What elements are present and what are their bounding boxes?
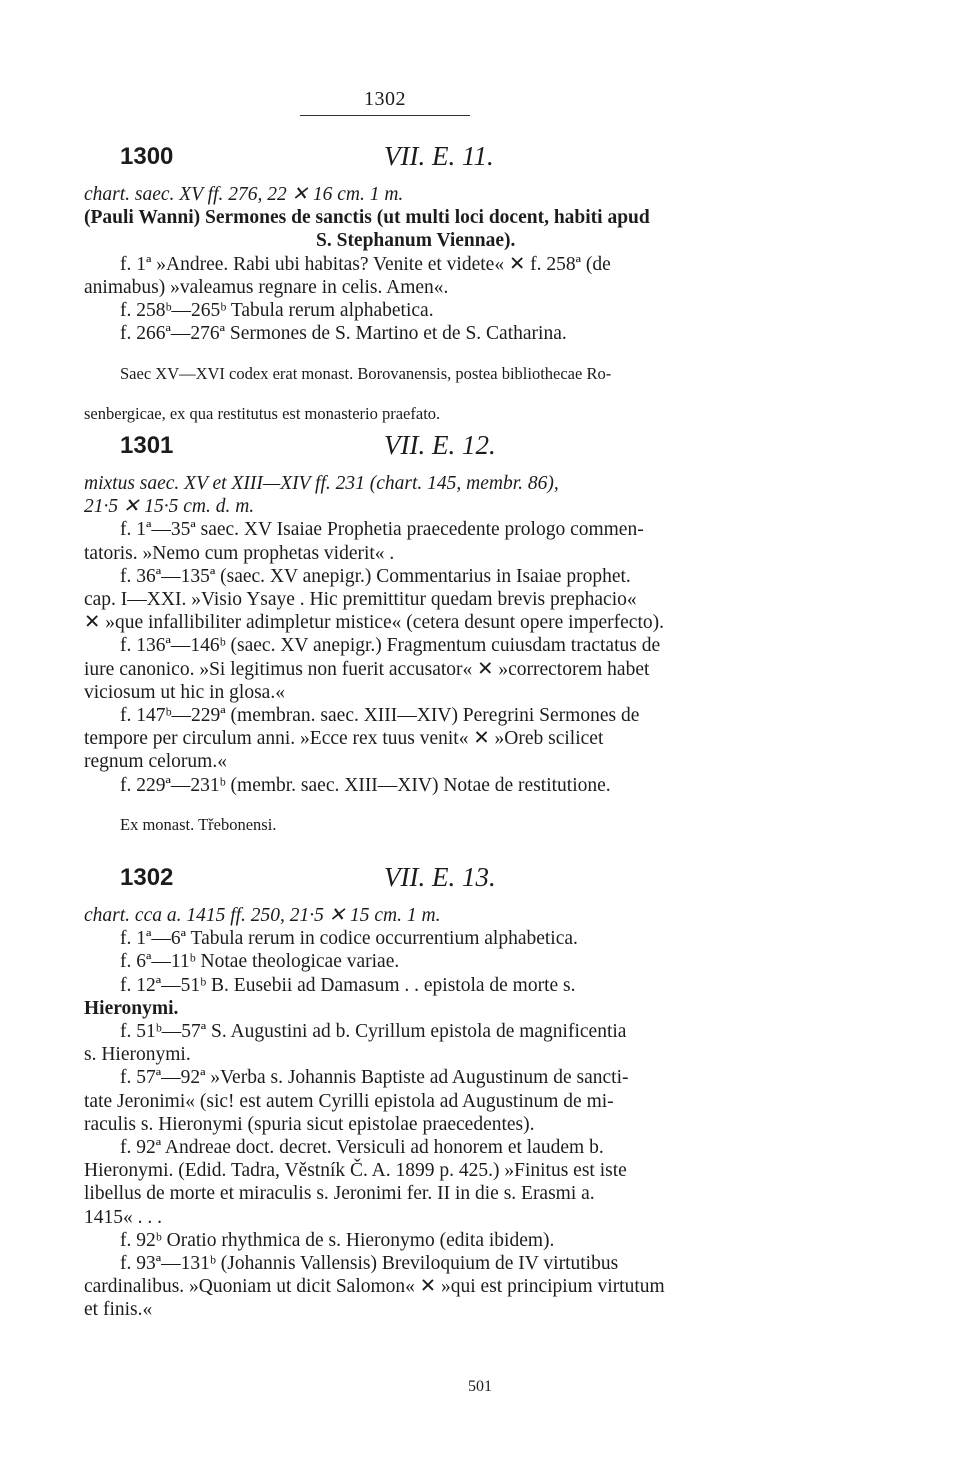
content-line: f. 93ª—131ᵇ (Johannis Vallensis) Breviloquium de IV virtutibus bbox=[120, 1253, 619, 1275]
content-line: et finis.« bbox=[84, 1299, 153, 1321]
content-line: f. 147ᵇ—229ª (membran. saec. XIII—XIV) Peregrini Sermones de bbox=[120, 705, 640, 727]
content-line: s. Hieronymi. bbox=[84, 1044, 191, 1066]
shelf-signature: VII. E. 13. bbox=[384, 862, 496, 892]
entry-number: 1300 bbox=[120, 143, 174, 170]
content-line: f. 136ª—146ᵇ (saec. XV anepigr.) Fragmentum cuiusdam tractatus de bbox=[120, 635, 661, 657]
content-line: f. 258ᵇ—265ᵇ Tabula rerum alphabetica. bbox=[120, 300, 434, 322]
content-line: f. 12ª—51ᵇ B. Eusebii ad Damasum . . epistola de morte s. bbox=[120, 974, 576, 996]
title-line: S. Stephanum Viennae). bbox=[316, 230, 516, 252]
provenance-line: senbergicae, ex qua restitutus est monasterio praefato. bbox=[84, 403, 441, 423]
content-line: cap. I—XXI. »Visio Ysaye . Hic premittitur quedam brevis prephacio« bbox=[84, 589, 637, 611]
entry-1302 bbox=[84, 864, 854, 1322]
content-line: animabus) »valeamus regnare in celis. Amen«. bbox=[84, 276, 449, 298]
content-line: cardinalibus. »Quoniam ut dicit Salomon« ✕ »qui est principium virtutum bbox=[84, 1276, 665, 1298]
entry-number: 1302 bbox=[120, 864, 174, 891]
running-head: 1302 bbox=[364, 88, 406, 110]
content-line: f. 229ª—231ᵇ (membr. saec. XIII—XIV) Notae de restitutione. bbox=[120, 774, 611, 796]
entry-header bbox=[84, 432, 854, 472]
description-line: 21·5 ✕ 15·5 cm. d. m. bbox=[84, 496, 255, 518]
head-rule bbox=[300, 115, 470, 116]
shelf-signature: VII. E. 12. bbox=[384, 430, 496, 460]
content-line: f. 266ª—276ª Sermones de S. Martino et de S. Catharina. bbox=[120, 323, 567, 345]
entry-header bbox=[84, 864, 854, 904]
content-line: f. 92ᵇ Oratio rhythmica de s. Hieronymo (edita ibidem). bbox=[120, 1229, 555, 1251]
provenance-line: Ex monast. Třebonensi. bbox=[120, 815, 277, 835]
shelf-signature: VII. E. 11. bbox=[384, 141, 494, 171]
description-line: chart. cca a. 1415 ff. 250, 21·5 ✕ 15 cm. 1 m. bbox=[84, 905, 441, 926]
entry-number: 1301 bbox=[120, 432, 174, 459]
content-line: f. 1ª—35ª saec. XV Isaiae Prophetia praecedente prologo commen- bbox=[120, 519, 644, 541]
entry-1300 bbox=[84, 143, 854, 425]
content-line: Hieronymi. (Edid. Tadra, Věstník Č. A. 1899 p. 425.) »Finitus est iste bbox=[84, 1160, 627, 1182]
content-line: f. 57ª—92ª »Verba s. Johannis Baptiste ad Augustinum de sancti- bbox=[120, 1067, 629, 1089]
content-line: libellus de morte et miraculis s. Jeronimi fer. II in die s. Erasmi a. bbox=[84, 1183, 595, 1205]
content-line: 1415« . . . bbox=[84, 1206, 162, 1228]
content-line: f. 6ª—11ᵇ Notae theologicae variae. bbox=[120, 951, 400, 973]
content-line: tempore per circulum anni. »Ecce rex tuus venit« ✕ »Oreb scilicet bbox=[84, 728, 604, 750]
content-line: f. 92ª Andreae doct. decret. Versiculi ad honorem et laudem b. bbox=[120, 1137, 604, 1159]
page-number: 501 bbox=[468, 1378, 492, 1395]
content-line: f. 36ª—135ª (saec. XV anepigr.) Commentarius in Isaiae prophet. bbox=[120, 565, 631, 587]
entry-header bbox=[84, 143, 854, 183]
content-line: f. 1ª »Andree. Rabi ubi habitas? Venite et videte« ✕ f. 258ª (de bbox=[120, 253, 611, 275]
content-line: Hieronymi. bbox=[84, 997, 179, 1019]
description-line: mixtus saec. XV et XIII—XIV ff. 231 (chart. 145, membr. 86), bbox=[84, 473, 559, 494]
content-line: f. 51ᵇ—57ª S. Augustini ad b. Cyrillum epistola de magnificentia bbox=[120, 1021, 627, 1043]
title-line: (Pauli Wanni) Sermones de sanctis (ut multi loci docent, habiti apud bbox=[84, 207, 650, 229]
content-line: viciosum ut hic in glosa.« bbox=[84, 681, 285, 703]
content-line: ✕ »que infallibiliter adimpletur mistice« (cetera desunt opere imperfecto). bbox=[84, 612, 664, 634]
content-line: regnum celorum.« bbox=[84, 751, 227, 773]
description-line: chart. saec. XV ff. 276, 22 ✕ 16 cm. 1 m. bbox=[84, 184, 404, 205]
content-line: iure canonico. »Si legitimus non fuerit accusator« ✕ »correctorem habet bbox=[84, 658, 650, 680]
content-line: f. 1ª—6ª Tabula rerum in codice occurrentium alphabetica. bbox=[120, 928, 578, 950]
content-line: tatoris. »Nemo cum prophetas viderit« . bbox=[84, 542, 395, 564]
provenance-line: Saec XV—XVI codex erat monast. Borovanensis, postea bibliothecae Ro- bbox=[120, 363, 612, 383]
entry-1301 bbox=[84, 432, 854, 853]
content-line: tate Jeronimi« (sic! est autem Cyrilli epistola ad Augustinum de mi- bbox=[84, 1090, 614, 1112]
content-line: raculis s. Hieronymi (spuria sicut epistolae praecedentes). bbox=[84, 1113, 535, 1135]
